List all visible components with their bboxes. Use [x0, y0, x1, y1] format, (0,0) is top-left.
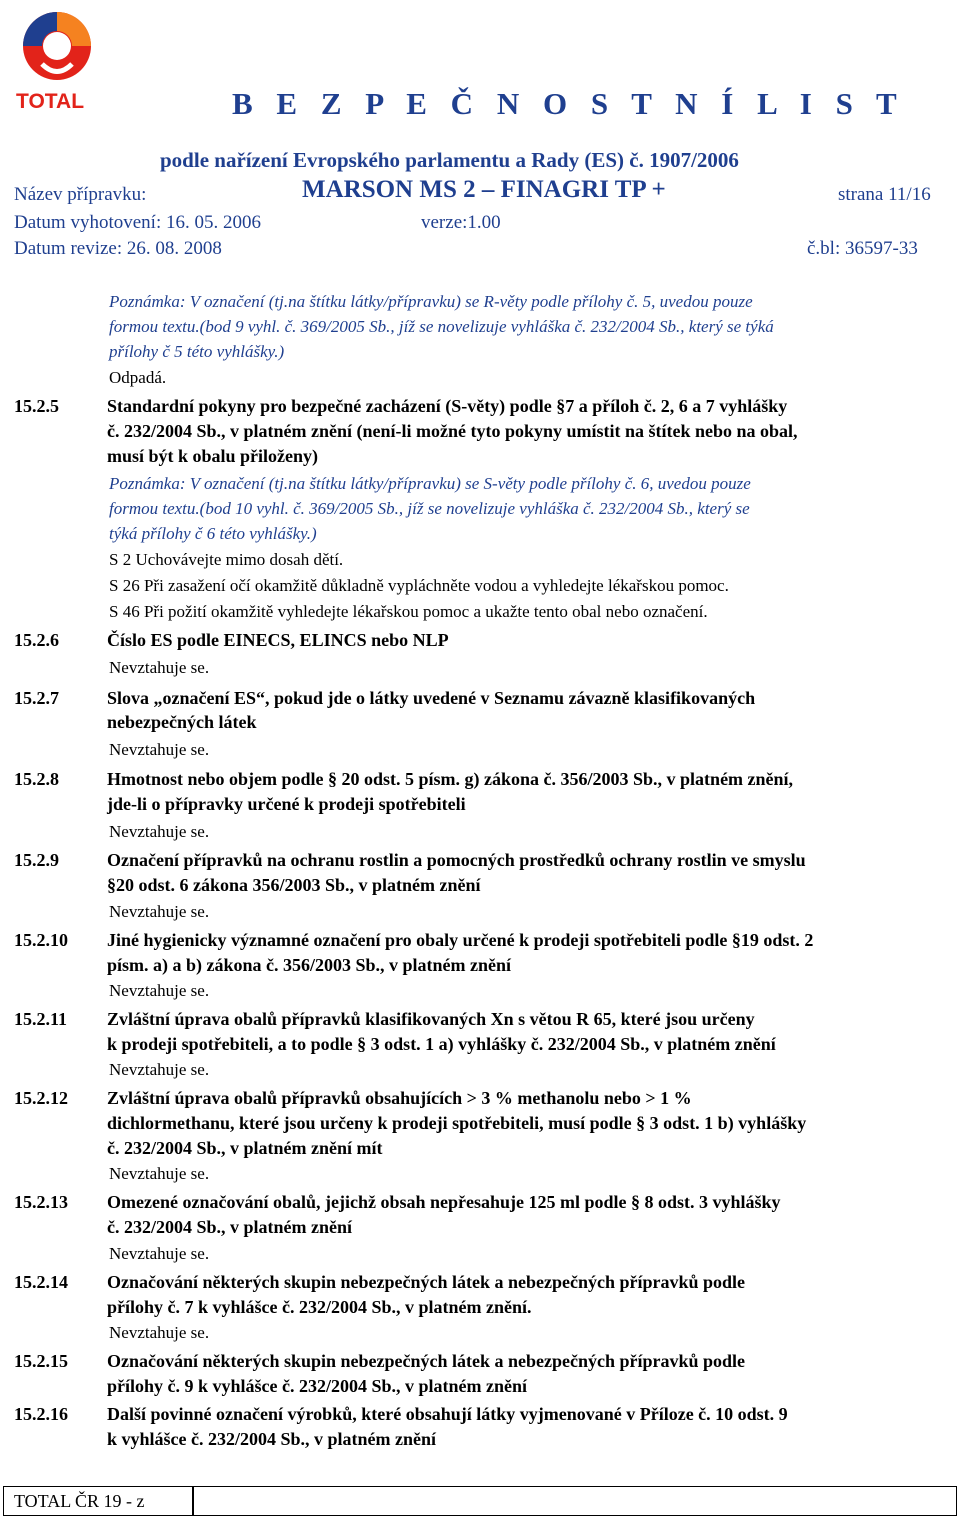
status-text: Nevztahuje se.: [109, 740, 210, 759]
section-heading: Hmotnost nebo objem podle § 20 odst. 5 písm. g) zákona č. 356/2003 Sb., v platném znění,: [107, 769, 794, 789]
section-heading: Omezené označování obalů, jejichž obsah nepřesahuje 125 ml podle § 8 odst. 3 vyhlášky: [107, 1192, 781, 1212]
section-number: 15.2.10: [14, 930, 68, 950]
document-title: B E Z P E Č N O S T N Í L I S T: [232, 86, 905, 121]
product-label: Název přípravku:: [14, 184, 147, 205]
section-number: 15.2.7: [14, 688, 59, 708]
section-number: 15.2.8: [14, 769, 59, 789]
section-heading: Označování některých skupin nebezpečných látek a nebezpečných přípravků podle: [107, 1272, 746, 1292]
section-heading: přílohy č. 7 k vyhlášce č. 232/2004 Sb., v platném znění.: [107, 1297, 532, 1317]
logo-text: TOTAL: [16, 90, 85, 112]
s-phrase: S 46 Při požití okamžitě vyhledejte lékařskou pomoc a ukažte tento obal nebo označení.: [109, 602, 708, 621]
total-logo-icon: [12, 4, 108, 112]
page-footer: [3, 1486, 957, 1516]
section-heading: k vyhlášce č. 232/2004 Sb., v platném znění: [107, 1429, 437, 1449]
section-heading: Další povinné označení výrobků, které obsahují látky vyjmenované v Příloze č. 10 odst. 9: [107, 1404, 788, 1424]
sheet-number: č.bl: 36597-33: [807, 238, 918, 259]
section-heading: č. 232/2004 Sb., v platném znění (není-li možné tyto pokyny umístit na štítek nebo na obal,: [107, 421, 798, 441]
section-heading: k prodeji spotřebiteli, a to podle § 3 odst. 1 a) vyhlášky č. 232/2004 Sb., v platném znění: [107, 1034, 776, 1054]
note-r-line3: přílohy č 5 této vyhlášky.): [109, 342, 285, 361]
note-s-line1: Poznámka: V označení (tj.na štítku látky/přípravku) se S-věty podle přílohy č. 6, uvedou pouze: [109, 474, 751, 493]
status-text: Nevztahuje se.: [109, 1164, 210, 1183]
status-text: Nevztahuje se.: [109, 1060, 210, 1079]
status-text: Odpadá.: [109, 368, 167, 387]
section-heading: Označování některých skupin nebezpečných látek a nebezpečných přípravků podle: [107, 1351, 746, 1371]
section-heading: Zvláštní úprava obalů přípravků obsahujících > 3 % methanolu nebo > 1 %: [107, 1088, 692, 1108]
section-number: 15.2.15: [14, 1351, 68, 1371]
note-s-line3: týká přílohy č 6 této vyhlášky.): [109, 524, 317, 543]
section-heading: musí být k obalu přiloženy): [107, 446, 319, 466]
status-text: Nevztahuje se.: [109, 1323, 210, 1342]
status-text: Nevztahuje se.: [109, 658, 210, 677]
note-r-line1: Poznámka: V označení (tj.na štítku látky/přípravku) se R-věty podle přílohy č. 5, uvedou pouze: [109, 292, 753, 311]
section-heading: §20 odst. 6 zákona 356/2003 Sb., v platném znění: [107, 875, 481, 895]
section-number: 15.2.9: [14, 850, 59, 870]
section-heading: č. 232/2004 Sb., v platném znění mít: [107, 1138, 383, 1158]
section-heading: Zvláštní úprava obalů přípravků klasifikovaných Xn s větou R 65, které jsou určeny: [107, 1009, 755, 1029]
section-number: 15.2.13: [14, 1192, 68, 1212]
date-issue: Datum vyhotovení: 16. 05. 2006: [14, 212, 261, 233]
section-heading: č. 232/2004 Sb., v platném znění: [107, 1217, 353, 1237]
footer-divider: [192, 1487, 194, 1515]
status-text: Nevztahuje se.: [109, 822, 210, 841]
product-name: MARSON MS 2 – FINAGRI TP +: [302, 176, 666, 203]
version: verze:1.00: [421, 212, 501, 233]
date-revision: Datum revize: 26. 08. 2008: [14, 238, 222, 259]
section-heading: dichlormethanu, které jsou určeny k prodeji spotřebiteli, musí podle § 3 odst. 1 b) vyhlášky: [107, 1113, 807, 1133]
section-heading: Číslo ES podle EINECS, ELINCS nebo NLP: [107, 630, 449, 650]
status-text: Nevztahuje se.: [109, 981, 210, 1000]
section-heading: Jiné hygienicky významné označení pro obaly určené k prodeji spotřebiteli podle §19 odst. 2: [107, 930, 814, 950]
section-number: 15.2.16: [14, 1404, 68, 1424]
regulation-subtitle: podle nařízení Evropského parlamentu a Rady (ES) č. 1907/2006: [160, 148, 739, 172]
status-text: Nevztahuje se.: [109, 1244, 210, 1263]
section-heading: přílohy č. 9 k vyhlášce č. 232/2004 Sb., v platném znění: [107, 1376, 528, 1396]
note-r-line2: formou textu.(bod 9 vyhl. č. 369/2005 Sb., jíž se novelizuje vyhláška č. 232/2004 Sb., který se týká: [109, 317, 774, 336]
section-heading: písm. a) a b) zákona č. 356/2003 Sb., v platném znění: [107, 955, 512, 975]
section-heading: Označení přípravků na ochranu rostlin a pomocných prostředků ochrany rostlin ve smyslu: [107, 850, 806, 870]
note-s-line2: formou textu.(bod 10 vyhl. č. 369/2005 Sb., jíž se novelizuje vyhláška č. 232/2004 Sb., který se: [109, 499, 750, 518]
page-number: strana 11/16: [838, 184, 931, 205]
s-phrase: S 26 Při zasažení očí okamžitě důkladně vypláchněte vodou a vyhledejte lékařskou pomoc.: [109, 576, 729, 595]
section-number: 15.2.12: [14, 1088, 68, 1108]
section-heading: Standardní pokyny pro bezpečné zacházení (S-věty) podle §7 a příloh č. 2, 6 a 7 vyhlášky: [107, 396, 788, 416]
section-heading: jde-li o přípravky určené k prodeji spotřebiteli: [107, 794, 466, 814]
status-text: Nevztahuje se.: [109, 902, 210, 921]
section-number: 15.2.5: [14, 396, 59, 416]
s-phrase: S 2 Uchovávejte mimo dosah dětí.: [109, 550, 344, 569]
section-number: 15.2.14: [14, 1272, 68, 1292]
footer-text: TOTAL ČR 19 - z: [14, 1491, 145, 1511]
section-heading: nebezpečných látek: [107, 712, 257, 732]
section-number: 15.2.11: [14, 1009, 68, 1029]
section-heading: Slova „označení ES“, pokud jde o látky uvedené v Seznamu závazně klasifikovaných: [107, 688, 756, 708]
section-number: 15.2.6: [14, 630, 59, 650]
